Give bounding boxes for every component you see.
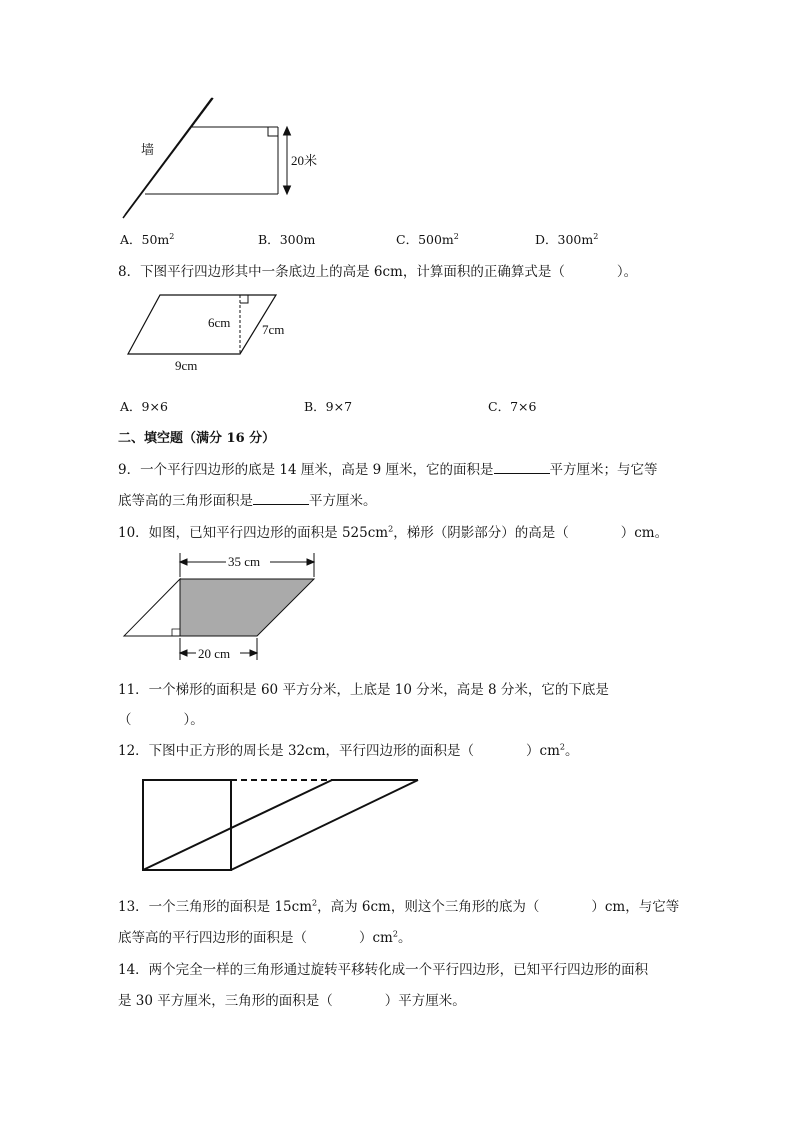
q13-text-a: 13．一个三角形的面积是 15cm	[118, 899, 313, 915]
parallelogram-outline	[128, 295, 276, 354]
q12-sup: 2	[559, 742, 565, 752]
q11-line1: 11．一个梯形的面积是 60 平方分米，上底是 10 分米，高是 8 分米，它的下底是	[118, 682, 609, 698]
q12-square-parallelogram-figure	[135, 774, 430, 876]
option-value: 500m	[418, 232, 454, 247]
q7-option-a[interactable]	[120, 230, 174, 248]
q13-line1	[118, 895, 679, 915]
q8-text-after: ）。	[616, 264, 638, 280]
q14-line2	[118, 989, 466, 1009]
q9-line1	[118, 458, 658, 478]
right-angle-mark	[172, 629, 180, 636]
q12-question	[118, 739, 578, 759]
q13-text-d: 底等高的平行四边形的面积是（	[118, 930, 307, 946]
height-label: 20米	[291, 153, 318, 168]
q13-line2	[118, 926, 411, 946]
q13-text-f: 。	[397, 930, 412, 946]
q11-text-b: ）。	[183, 712, 204, 728]
q8-text-before: 8．下图平行四边形其中一条底边上的高是 6cm，计算面积的正确算式是（	[118, 264, 565, 280]
parallelogram-outline	[143, 780, 418, 870]
q10-sup: 2	[388, 524, 394, 534]
unshaded-triangle	[124, 579, 180, 636]
q9-text-d: 平方厘米。	[309, 493, 377, 509]
q9-text-a: 9．一个平行四边形的底是 14 厘米，高是 9 厘米，它的面积是	[118, 462, 494, 478]
q13-sup: 2	[312, 898, 318, 908]
bottom-label: 20 cm	[198, 646, 231, 661]
q12-text-b: ）cm	[526, 743, 560, 759]
option-value: 300m	[557, 232, 594, 247]
wall-label: 墙	[141, 142, 155, 157]
q9-text-c: 底等高的三角形面积是	[118, 493, 253, 509]
q8-parallelogram-figure	[120, 288, 300, 376]
top-label: 35 cm	[228, 554, 261, 569]
q12-text-c: 。	[564, 743, 579, 759]
q10-text-a: 10．如图，已知平行四边形的面积是 525cm	[118, 525, 389, 541]
square-outline	[143, 780, 231, 870]
answer-blank[interactable]	[253, 492, 309, 505]
height-arrow	[284, 127, 291, 194]
shaded-trapezoid	[180, 579, 314, 636]
right-angle-mark	[240, 295, 248, 303]
q7-option-c[interactable]	[396, 230, 459, 248]
option-value: 50m	[141, 232, 170, 247]
q14-line1: 14．两个完全一样的三角形通过旋转平移转化成一个平行四边形，已知平行四边形的面积	[118, 962, 649, 978]
option-letter: C．	[396, 232, 419, 247]
height-label: 6cm	[208, 315, 231, 330]
q7-option-d[interactable]	[535, 230, 598, 248]
answer-blank[interactable]	[494, 461, 550, 474]
q10-question	[118, 521, 668, 541]
q13-text-c: ）cm，与它等	[591, 899, 680, 915]
q13-text-b: ，高为 6cm，则这个三角形的底为（	[317, 899, 540, 915]
q14-text-b: ）平方厘米。	[384, 993, 466, 1009]
q10-text-c: ）cm。	[620, 525, 669, 541]
q11-text-a: （	[118, 712, 132, 728]
q10-trapezoid-figure	[118, 550, 328, 666]
option-letter: A．	[120, 232, 142, 247]
wall-hatching	[123, 98, 213, 218]
section-title: 二、填空题（满分 16 分）	[118, 431, 276, 446]
q13-text-e: ）cm	[359, 930, 393, 946]
q9-text-b: 平方厘米；与它等	[549, 462, 658, 478]
option-sup: 2	[593, 231, 599, 241]
q8-question	[118, 260, 637, 280]
q9-line2	[118, 489, 377, 509]
q11-line2	[118, 708, 204, 728]
option-sup: 2	[169, 231, 175, 241]
base-label: 9cm	[175, 358, 198, 373]
wall-field-figure	[115, 92, 335, 222]
option-value: 300m	[279, 232, 316, 247]
q8-option-b[interactable]: B．9×7	[304, 399, 353, 414]
option-letter: D．	[535, 232, 558, 247]
q8-option-a[interactable]: A．9×6	[120, 399, 168, 414]
q13-sup2: 2	[392, 929, 398, 939]
option-letter: B．	[258, 232, 280, 247]
q10-text-b: ，梯形（阴影部分）的高是（	[393, 525, 569, 541]
q12-text-a: 12．下图中正方形的周长是 32cm，平行四边形的面积是（	[118, 743, 475, 759]
q14-text-a: 是 30 平方厘米，三角形的面积是（	[118, 993, 333, 1009]
option-sup: 2	[453, 231, 459, 241]
side-label: 7cm	[262, 322, 285, 337]
q7-option-b[interactable]	[258, 230, 315, 248]
q8-option-c[interactable]: C．7×6	[488, 399, 537, 414]
